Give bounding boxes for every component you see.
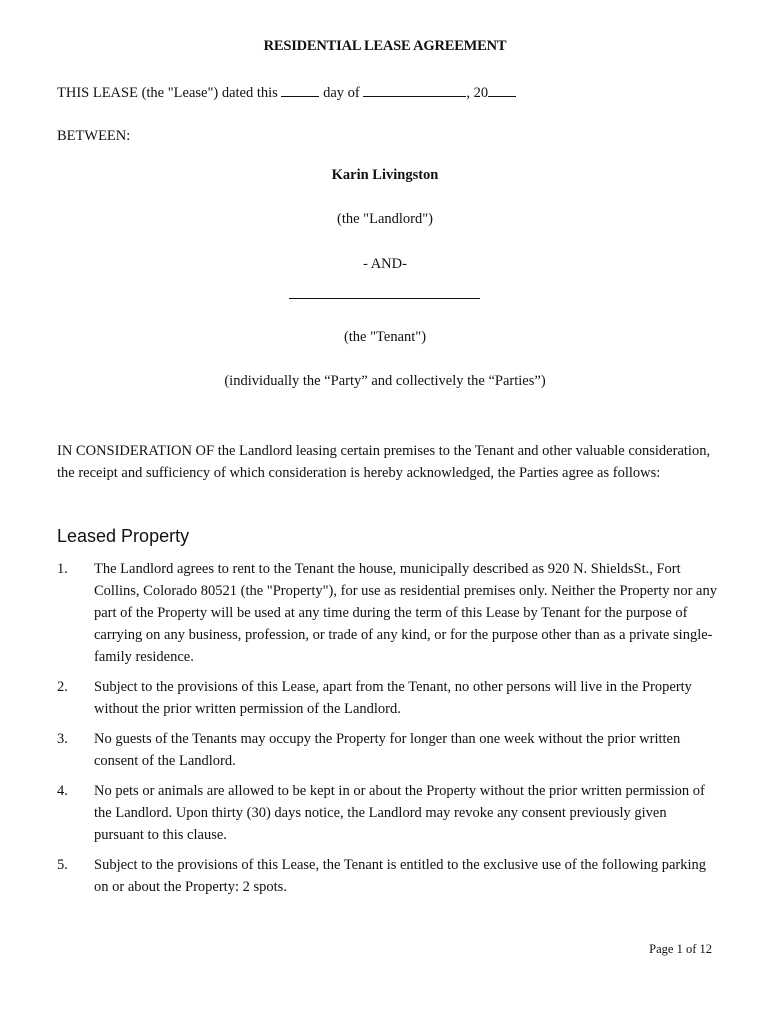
item-number: 5. (57, 857, 68, 873)
dated-line-part3: , 20 (466, 85, 489, 101)
item-text: No guests of the Tenants may occupy the Property for longer than one week without the prior written consent of the Landlord. (94, 731, 681, 769)
item-text: Subject to the provisions of this Lease, the Tenant is entitled to the exclusive use of the following parking on or about the Property: 2 spots. (94, 857, 707, 895)
tenant-name-blank[interactable] (289, 298, 480, 299)
section-heading: Leased Property (57, 526, 190, 546)
tenant-label: (the "Tenant") (343, 329, 427, 345)
item-text: The Landlord agrees to rent to the Tenant the house, municipally described as 920 N. ShieldsSt., Fort Collins, Colorado 80521 (the "Property"), for use as residential premises only. Neither the Property nor any part of the Property will be used at any time during the term of this Lease by Tenant for the purpose of carrying on any business, profession, or trade of any kind, or for the purpose other than as a private single-family residence. (94, 561, 717, 665)
list-item (57, 728, 717, 772)
list-item (57, 558, 717, 668)
dated-line-part2: day of (319, 85, 364, 101)
item-text: No pets or animals are allowed to be kept in or about the Property without the prior written permission of the Landlord. Upon thirty (30) days notice, the Landlord may revoke any consent previously given pursuant to this clause. (94, 783, 705, 843)
dated-line (57, 84, 516, 102)
landlord-name: Karin Livingston (331, 167, 439, 183)
dated-line-part1: THIS LEASE (the "Lease") dated this (57, 85, 282, 101)
consideration-paragraph: IN CONSIDERATION OF the Landlord leasing certain premises to the Tenant and other valuable consideration, the receipt and sufficiency of which consideration is hereby acknowledged, the Parties agree as follows: (57, 443, 711, 481)
item-number: 3. (57, 731, 68, 747)
item-text: Subject to the provisions of this Lease, apart from the Tenant, no other persons will live in the Property without the prior written permission of the Landlord. (94, 679, 692, 717)
list-item (57, 676, 717, 720)
between-label: BETWEEN: (57, 128, 131, 144)
list-item (57, 854, 717, 898)
document-title: RESIDENTIAL LEASE AGREEMENT (263, 38, 507, 54)
day-blank[interactable] (281, 84, 319, 97)
page-number: Page 1 of 12 (649, 942, 712, 956)
and-separator: - AND- (363, 256, 407, 272)
item-number: 1. (57, 561, 68, 577)
landlord-label: (the "Landlord") (337, 211, 433, 227)
item-number: 2. (57, 679, 68, 695)
year-blank[interactable] (488, 84, 516, 97)
month-blank[interactable] (363, 84, 466, 97)
parties-note: (individually the “Party” and collectively the “Parties”) (224, 373, 546, 389)
list-item (57, 780, 717, 846)
item-number: 4. (57, 783, 68, 799)
